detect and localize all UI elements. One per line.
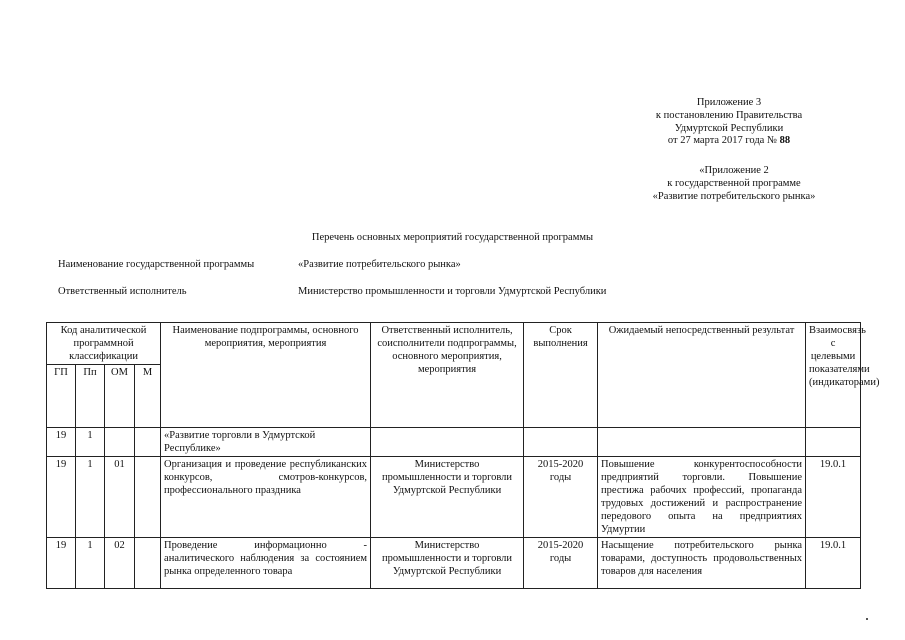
header-m: М: [135, 365, 161, 428]
program-name-value: «Развитие потребительского рынка»: [298, 259, 461, 270]
activities-table: [46, 322, 880, 589]
cell-term: 2015-2020 годы: [524, 538, 598, 589]
header-pp: Пп: [76, 365, 105, 428]
cell-term: 2015-2020 годы: [524, 457, 598, 538]
cell-gp: 19: [47, 457, 76, 538]
appendix-2-line: «Развитие потребительского рынка»: [652, 190, 816, 202]
decree-date: от 27 марта 2017 года №: [667, 135, 780, 147]
cell-pp: 1: [76, 457, 105, 538]
cell-name: Проведение информационно - аналитического наблюдения за состоянием рынка определенного товара: [161, 538, 371, 589]
appendix-3-date-line: [640, 135, 818, 148]
header-executor: Ответственный исполнитель, соисполнители подпрограммы, основного мероприятия, мероприятия: [371, 323, 524, 428]
header-om: ОМ: [105, 365, 135, 428]
cell-m: [135, 538, 161, 589]
document-title: Перечень основных мероприятий государственной программы: [311, 232, 594, 243]
cell-pp: 1: [76, 538, 105, 589]
appendix-3-line: Приложение 3: [696, 97, 762, 108]
cell-m: [135, 428, 161, 457]
cell-pp: 1: [76, 428, 105, 457]
header-code-group: Код аналитической программной классификации: [47, 323, 161, 365]
appendix-2-header: [628, 165, 840, 203]
appendix-3-line: Удмуртской Республики: [674, 122, 784, 134]
cell-om: 01: [105, 457, 135, 538]
executor-label: Ответственный исполнитель: [58, 286, 187, 297]
header-term: Срок выполнения: [524, 323, 598, 428]
appendix-3-line: к постановлению Правительства: [655, 109, 803, 121]
cell-link: 19.0.1: [806, 538, 861, 589]
cell-executor: Министерство промышленности и торговли Удмуртской Республики: [371, 538, 524, 589]
cell-term: [524, 428, 598, 457]
cell-result: Повышение конкурентоспособности предприятий торговли. Повышение престижа рабочих профессий, пропаганда трудовых достижений и распространение передового опыта на предприятиях Удмуртии: [598, 457, 806, 538]
executor-value: Министерство промышленности и торговли Удмуртской Республики: [298, 286, 607, 297]
cell-result: Насыщение потребительского рынка товарами, доступность продовольственных товаров для населения: [598, 538, 806, 589]
cell-executor: Министерство промышленности и торговли Удмуртской Республики: [371, 457, 524, 538]
table-header-row: [47, 323, 861, 365]
appendix-2-line: к государственной программе: [667, 177, 801, 189]
appendix-3-header: [640, 97, 818, 148]
header-name: Наименование подпрограммы, основного мероприятия, мероприятия: [161, 323, 371, 428]
header-gp: ГП: [47, 365, 76, 428]
scan-speck: [866, 618, 868, 620]
program-name-label: Наименование государственной программы: [58, 259, 255, 270]
decree-number: 88: [779, 135, 791, 147]
table-row: [47, 428, 861, 457]
header-link: Взаимосвязь с целевыми показателями (индикаторами): [806, 323, 861, 428]
appendix-2-line: «Приложение 2: [699, 165, 769, 176]
cell-name: «Развитие торговли в Удмуртской Республике»: [161, 428, 371, 457]
table-row: [47, 538, 861, 589]
header-result: Ожидаемый непосредственный результат: [598, 323, 806, 428]
cell-om: 02: [105, 538, 135, 589]
cell-link: [806, 428, 861, 457]
table-row: [47, 457, 861, 538]
cell-om: [105, 428, 135, 457]
cell-gp: 19: [47, 538, 76, 589]
cell-gp: 19: [47, 428, 76, 457]
cell-result: [598, 428, 806, 457]
cell-executor: [371, 428, 524, 457]
cell-m: [135, 457, 161, 538]
cell-name: Организация и проведение республиканских конкурсов, смотров-конкурсов, профессионального праздника: [161, 457, 371, 538]
cell-link: 19.0.1: [806, 457, 861, 538]
